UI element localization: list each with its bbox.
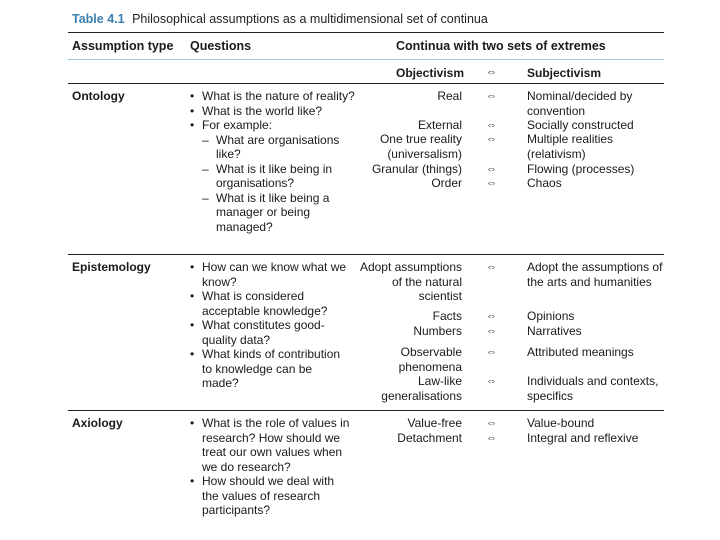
header-questions: Questions — [190, 39, 252, 53]
row-axiology-type: Axiology — [72, 416, 123, 430]
table-number: Table 4.1 — [72, 12, 125, 26]
subjectivism-value: Adopt the assumptions of the arts and humanities — [527, 260, 663, 289]
objectivism-value: Order — [431, 176, 462, 190]
question: • What is the role of values in research? How should we treat our own values when we do research? — [190, 416, 350, 474]
arrow-icon: ⇔ — [486, 432, 497, 444]
question: • How should we deal with the values of research participants? — [190, 474, 350, 518]
row-rule-1 — [68, 254, 664, 255]
arrow-icon: ⇔ — [486, 417, 497, 429]
subjectivism-value: Attributed meanings — [527, 345, 634, 359]
arrow-icon: ⇔ — [486, 325, 497, 337]
table-caption — [72, 12, 488, 26]
arrow-icon: ⇔ — [486, 119, 497, 131]
row-ontology-questions — [190, 89, 362, 234]
subjectivism-value: Narratives — [527, 324, 582, 338]
objectivism-value: Law-like generalisations — [381, 374, 462, 403]
header-assumption-type: Assumption type — [72, 39, 174, 53]
arrow-icon: ⇔ — [486, 177, 497, 189]
objectivism-value: Numbers — [413, 324, 462, 338]
arrow-icon: ⇔ — [486, 163, 497, 175]
top-rule — [68, 32, 664, 33]
objectivism-value: Granular (things) — [371, 162, 462, 176]
subjectivism-value: Opinions — [527, 309, 575, 323]
subquestion: – What are organisations like? — [190, 133, 362, 162]
arrow-icon: ⇔ — [486, 261, 497, 273]
objectivism-value: External — [417, 118, 462, 132]
objectivism-value: Adopt assumptions of the natural scientist — [359, 260, 462, 303]
question: • What kinds of contribution to knowledge can be made? — [190, 347, 350, 391]
question: • For example: — [190, 118, 362, 133]
arrow-icon: ⇔ — [486, 346, 497, 358]
question: • What is the world like? — [190, 104, 362, 119]
subjectivism-value: Integral and reflexive — [527, 431, 639, 445]
question: • What is considered acceptable knowledge? — [190, 289, 350, 318]
subjectivism-value: Individuals and contexts, specifics — [527, 374, 659, 403]
arrow-icon: ⇔ — [486, 133, 497, 145]
question: • How can we know what we know? — [190, 260, 350, 289]
header-arrow-icon: ⇔ — [486, 66, 497, 78]
subjectivism-value: Multiple realities (relativism) — [527, 132, 614, 161]
subjectivism-value: Flowing (processes) — [527, 162, 635, 176]
header-rule — [68, 59, 664, 60]
row-ontology-type: Ontology — [72, 89, 125, 103]
objectivism-value: One true reality (universalism) — [379, 132, 462, 161]
subquestion: – What is it like being a manager or being managed? — [190, 191, 362, 235]
objectivism-value: Observable phenomena — [398, 345, 462, 374]
objectivism-value: Value-free — [407, 416, 462, 430]
subheader-rule — [68, 83, 664, 84]
arrow-icon: ⇔ — [486, 310, 497, 322]
subjectivism-value: Socially constructed — [527, 118, 634, 132]
header-objectivism: Objectivism — [396, 66, 465, 80]
row-rule-2 — [68, 410, 664, 411]
subjectivism-value: Nominal/decided by convention — [527, 89, 633, 118]
arrow-icon: ⇔ — [486, 375, 497, 387]
header-continua: Continua with two sets of extremes — [396, 39, 606, 53]
objectivism-value: Facts — [432, 309, 462, 323]
subjectivism-value: Value-bound — [527, 416, 595, 430]
header-subjectivism: Subjectivism — [527, 66, 602, 80]
question: • What is the nature of reality? — [190, 89, 362, 104]
subjectivism-value: Chaos — [527, 176, 562, 190]
arrow-icon: ⇔ — [486, 90, 497, 102]
question: • What constitutes good-quality data? — [190, 318, 350, 347]
objectivism-value: Real — [437, 89, 462, 103]
objectivism-value: Detachment — [397, 431, 462, 445]
row-epistemology-type: Epistemology — [72, 260, 151, 274]
table-title: Philosophical assumptions as a multidimensional set of continua — [132, 12, 488, 26]
subquestion: – What is it like being in organisations? — [190, 162, 362, 191]
row-axiology-questions — [190, 416, 350, 518]
row-epistemology-questions — [190, 260, 350, 391]
